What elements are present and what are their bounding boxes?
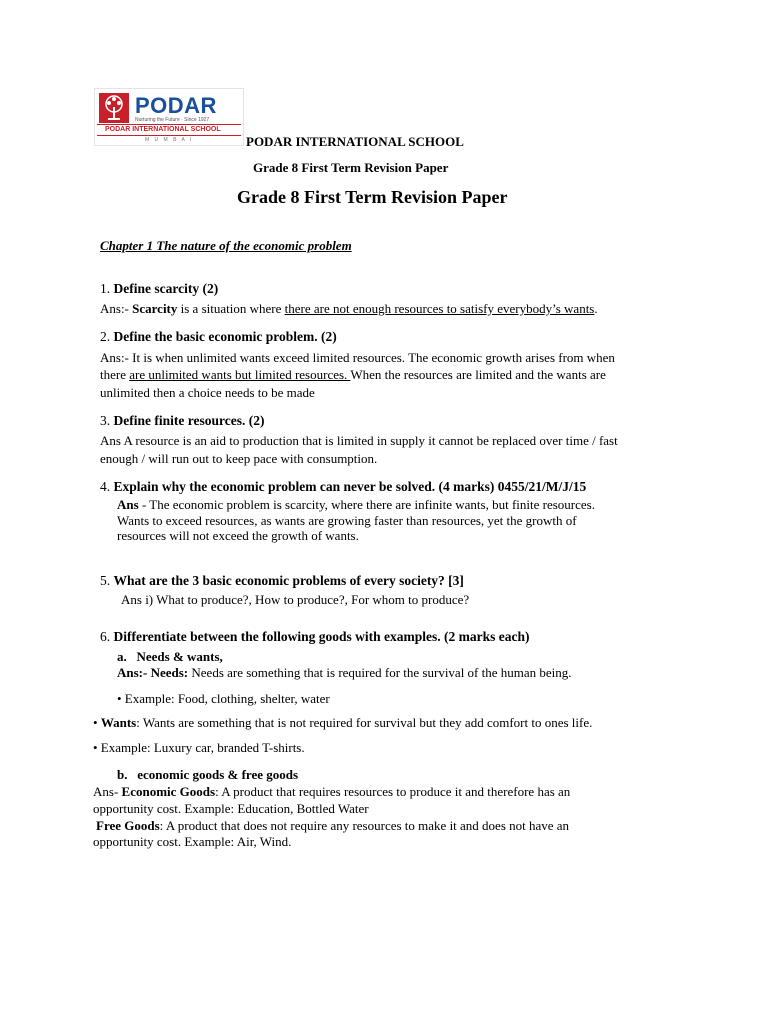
subquestion-label: b. — [117, 767, 128, 782]
answer-underlined: there are not enough resources to satisfy everybody’s wants — [284, 301, 595, 316]
answer-2-line-3: unlimited then a choice needs to be made — [100, 385, 315, 400]
answer-label: Ans — [117, 497, 139, 512]
question-6 — [100, 629, 529, 645]
answer-2-line-2 — [100, 367, 606, 383]
answer-term: Wants — [100, 715, 137, 730]
answer-4-line-1 — [117, 497, 595, 513]
subquestion-a — [117, 649, 223, 665]
chapter-heading: Chapter 1 The nature of the economic problem — [100, 238, 352, 253]
question-2 — [100, 329, 337, 345]
question-text: Define finite resources. (2) — [113, 413, 265, 428]
answer-term: Economic Goods — [121, 784, 216, 799]
subquestion-text: Needs & wants, — [136, 649, 223, 664]
answer-end: . — [594, 301, 598, 316]
question-number: 1. — [100, 281, 111, 296]
answer-term: Free Goods — [96, 818, 160, 833]
school-name: PODAR INTERNATIONAL SCHOOL — [246, 134, 464, 149]
answer-text: - The economic problem is scarcity, where there are infinite wants, but finite resources. — [138, 497, 595, 512]
answer-prefix: Ans- — [93, 784, 122, 799]
question-number: 2. — [100, 329, 111, 344]
answer-5: Ans i) What to produce?, How to produce?, For whom to produce? — [121, 592, 470, 607]
subquestion-label: a. — [117, 649, 127, 664]
wants-definition — [93, 715, 592, 731]
logo-tagline: Nurturing the Future · Since 1927 — [135, 117, 210, 123]
tree-icon — [99, 93, 129, 123]
economic-goods-line-1 — [93, 784, 570, 800]
question-text: Define the basic economic problem. (2) — [113, 329, 337, 344]
question-1 — [100, 281, 218, 297]
economic-goods-line-2: opportunity cost. Example: Education, Bottled Water — [93, 801, 369, 816]
logo-band-text: PODAR INTERNATIONAL SCHOOL — [105, 126, 221, 133]
answer-2-line-1: Ans:- It is when unlimited wants exceed limited resources. The economic growth arises from when — [100, 350, 615, 365]
question-text: What are the 3 basic economic problems of every society? [3] — [113, 573, 464, 588]
answer-prefix: Ans:- — [100, 301, 129, 316]
answer-text: Needs are something that is required for the survival of the human being. — [188, 665, 572, 680]
question-text: Differentiate between the following goods with examples. (2 marks each) — [113, 629, 530, 644]
school-logo — [94, 88, 244, 146]
answer-text: : A product that requires resources to produce it and therefore has an — [215, 784, 571, 799]
needs-example: • Example: Food, clothing, shelter, water — [117, 691, 330, 706]
bullet: • — [93, 715, 98, 730]
subquestion-text: economic goods & free goods — [137, 767, 299, 782]
question-text: Explain why the economic problem can never be solved. (4 marks) 0455/21/M/J/15 — [113, 479, 587, 494]
answer-text: When the resources are limited and the wants are — [350, 367, 606, 382]
answer-term: Scarcity — [132, 301, 178, 316]
subquestion-b — [117, 767, 298, 783]
answer-1 — [100, 301, 598, 317]
question-5 — [100, 573, 464, 589]
question-4 — [100, 479, 586, 495]
answer-text: is a situation where — [177, 301, 285, 316]
question-text: Define scarcity (2) — [113, 281, 219, 296]
needs-definition — [117, 665, 572, 681]
free-goods-line-2: opportunity cost. Example: Air, Wind. — [93, 834, 292, 849]
wants-example: • Example: Luxury car, branded T-shirts. — [93, 740, 305, 755]
answer-term: Ans:- Needs: — [117, 665, 189, 680]
page-title: Grade 8 First Term Revision Paper — [237, 187, 508, 207]
free-goods-line-1 — [96, 818, 569, 834]
answer-text: : Wants are something that is not required for survival but they add comfort to ones life. — [136, 715, 593, 730]
question-number: 4. — [100, 479, 111, 494]
question-number: 3. — [100, 413, 111, 428]
answer-text: : A product that does not require any resources to make it and does not have an — [159, 818, 570, 833]
answer-underlined: are unlimited wants but limited resources. — [129, 367, 351, 382]
logo-city: M U M B A I — [145, 137, 194, 143]
question-3 — [100, 413, 264, 429]
answer-text: there — [100, 367, 130, 382]
answer-3-line-2: enough / will run out to keep pace with consumption. — [100, 451, 378, 466]
logo-brand: PODAR — [135, 93, 217, 118]
question-number: 5. — [100, 573, 111, 588]
logo-band — [97, 124, 241, 136]
answer-3-line-1: Ans A resource is an aid to production that is limited in supply it cannot be replaced over time / fast — [100, 433, 618, 448]
answer-4-line-3: resources will not exceed the growth of wants. — [117, 528, 359, 543]
header-subtitle: Grade 8 First Term Revision Paper — [253, 160, 449, 175]
answer-4-line-2: Wants to exceed resources, as wants are growing faster than resources, yet the growth of — [117, 513, 577, 528]
question-number: 6. — [100, 629, 111, 644]
